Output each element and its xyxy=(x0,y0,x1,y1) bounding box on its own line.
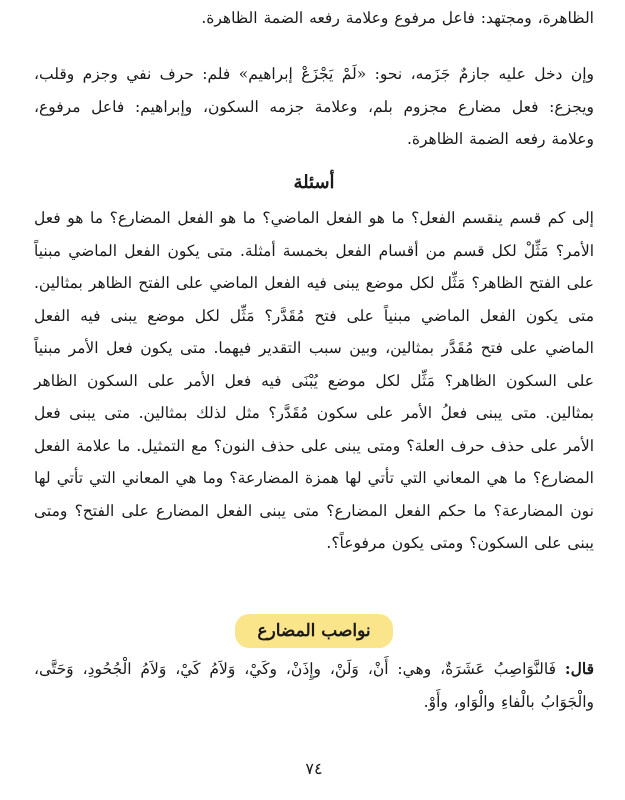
qala-text: فَالنَّوَاصِبُ عَشَرَةٌ، وهي: أَنْ، وَلَنْ، وإِذَنْ، وكَيْ، وَلاَمُ كَيْ، وَلاَمُ الْجُحُودِ، وَحَتَّى، والْجَوَابُ بالْفاءِ والْوَاو، وأَوْ. xyxy=(34,660,594,711)
section-heading-highlighted: نواصب المضارع xyxy=(235,614,392,648)
book-page xyxy=(34,0,594,800)
paragraph-jazm-example: وإن دخل عليه جازمٌ جَزَمه، نحو: «لَمْ يَجْزَعْ إبراهيم» فلم: حرف نفي وجزم وقلب، ويجزع: فعل مضارع مجزوم بلم، وعلامة جزمه السكون، وإبراهيم: فاعل مرفوع، وعلامة رفعه الضمة الظاهرة. xyxy=(34,65,594,148)
questions-paragraph: إلى كم قسم ينقسم الفعل؟ ما هو الفعل الماضي؟ ما هو الفعل المضارع؟ ما هو فعل الأمر؟ مَثِّلْ لكل قسم من أقسام الفعل بخمسة أمثلة. متى يكون الفعل الماضي مبنياً على الفتح الظاهر؟ مَثِّل لكل موضع يبنى فيه الفعل الماضي على الفتح الظاهر بمثالين. متى يكون الفعل الماضي مبنياً على فتح مُقَدَّر؟ مَثِّل لكل موضع يبنى فيه الفعل الماضي على فتح مُقَدَّر بمثالين، وبين سبب التقدير فيهما. متى يكون فعل الأمر مبنياً على السكون الظاهر؟ مَثِّل لكل موضع يُبْنَى فيه فعل الأمر على السكون الظاهر بمثالين. متى يبنى فعلُ الأمر على سكون مُقَدَّر؟ مثل لذلك بمثالين. متى يبنى فعل الأمر على حذف حرف العلة؟ ومتى يبنى على حذف النون؟ مع التمثيل. ما علامة الفعل المضارع؟ ما هي المعاني التي تأتي لها همزة المضارعة؟ وما هي المعاني التي تأتي لها نون المضارعة؟ ما حكم الفعل المضارع؟ متى يبنى الفعل المضارع على الفتح؟ ومتى يبنى على السكون؟ ومتى يكون مرفوعاً؟. xyxy=(34,209,594,552)
section-heading-container xyxy=(34,614,594,648)
questions-heading: أسئلة xyxy=(293,172,335,193)
paragraph-continuation: الظاهرة، ومجتهد: فاعل مرفوع وعلامة رفعه الضمة الظاهرة. xyxy=(201,9,594,27)
qala-paragraph xyxy=(34,653,594,718)
page-number: ٧٤ xyxy=(305,759,323,778)
qala-label: قال: xyxy=(564,659,594,678)
